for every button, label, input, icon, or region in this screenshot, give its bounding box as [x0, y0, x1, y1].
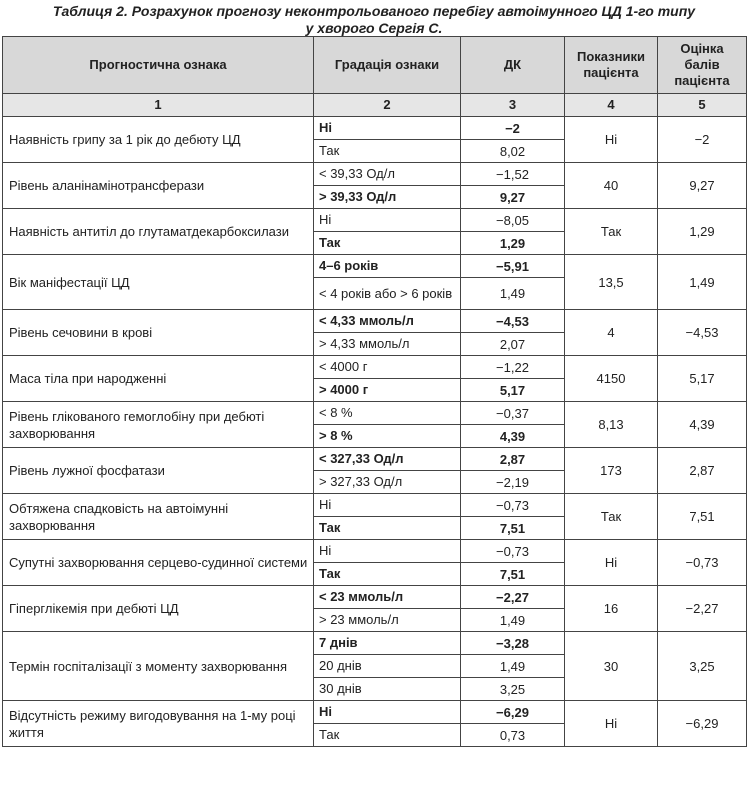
gradation-label: > 39,33 Од/л: [314, 186, 461, 209]
patient-value: 16: [565, 586, 658, 632]
dk-value: 4,39: [461, 425, 565, 448]
dk-value: −8,05: [461, 209, 565, 232]
dk-value: −0,37: [461, 402, 565, 425]
header-gradation: Градація ознаки: [314, 37, 461, 94]
table-row: [3, 310, 747, 333]
gradation-label: Так: [314, 724, 461, 747]
gradation-label: Ні: [314, 494, 461, 517]
gradation-label: < 4 років або > 6 років: [314, 278, 461, 310]
table-row: [3, 117, 747, 140]
table-row: [3, 540, 747, 563]
patient-value: 40: [565, 163, 658, 209]
patient-value: 8,13: [565, 402, 658, 448]
column-number: 4: [565, 94, 658, 117]
patient-value: 4: [565, 310, 658, 356]
caption-line-2: у хворого Сергія С.: [305, 20, 443, 36]
prognostic-sign: Наявність грипу за 1 рік до дебюту ЦД: [3, 117, 314, 163]
gradation-label: > 23 ммоль/л: [314, 609, 461, 632]
gradation-label: < 327,33 Од/л: [314, 448, 461, 471]
header-patient-values: Показники пацієнта: [565, 37, 658, 94]
gradation-label: Ні: [314, 540, 461, 563]
patient-value: Так: [565, 209, 658, 255]
patient-score: 7,51: [658, 494, 747, 540]
header-dk: ДК: [461, 37, 565, 94]
prognostic-sign: Рівень глікованого гемоглобіну при дебюті захворювання: [3, 402, 314, 448]
table-row: [3, 632, 747, 655]
gradation-label: Так: [314, 517, 461, 540]
prognostic-sign: Відсутність режиму вигодовування на 1-му році життя: [3, 701, 314, 747]
prognostic-sign: Гіперглікемія при дебюті ЦД: [3, 586, 314, 632]
patient-value: 173: [565, 448, 658, 494]
gradation-label: < 4,33 ммоль/л: [314, 310, 461, 333]
prognostic-sign: Рівень аланінамінотрансферази: [3, 163, 314, 209]
prognostic-sign: Рівень сечовини в крові: [3, 310, 314, 356]
table-row: [3, 402, 747, 425]
gradation-label: 30 днів: [314, 678, 461, 701]
patient-score: 4,39: [658, 402, 747, 448]
prognostic-sign: Обтяжена спадковість на автоімунні захворювання: [3, 494, 314, 540]
patient-value: Ні: [565, 540, 658, 586]
table-body: [3, 117, 747, 747]
table-row: [3, 701, 747, 724]
dk-value: 1,49: [461, 655, 565, 678]
dk-value: 1,29: [461, 232, 565, 255]
gradation-label: > 4,33 ммоль/л: [314, 333, 461, 356]
gradation-label: Так: [314, 232, 461, 255]
gradation-label: 7 днів: [314, 632, 461, 655]
patient-value: Ні: [565, 117, 658, 163]
dk-value: −0,73: [461, 540, 565, 563]
dk-value: 7,51: [461, 563, 565, 586]
gradation-label: 20 днів: [314, 655, 461, 678]
patient-score: 3,25: [658, 632, 747, 701]
dk-value: −2,27: [461, 586, 565, 609]
dk-value: 2,07: [461, 333, 565, 356]
gradation-label: > 4000 г: [314, 379, 461, 402]
table-row: [3, 163, 747, 186]
table-row: [3, 586, 747, 609]
header-sign: Прогностична ознака: [3, 37, 314, 94]
table-row: [3, 494, 747, 517]
header-row: [3, 37, 747, 94]
gradation-label: < 23 ммоль/л: [314, 586, 461, 609]
gradation-label: Ні: [314, 209, 461, 232]
gradation-label: Ні: [314, 117, 461, 140]
dk-value: −3,28: [461, 632, 565, 655]
dk-value: 7,51: [461, 517, 565, 540]
dk-value: −2,19: [461, 471, 565, 494]
dk-value: −6,29: [461, 701, 565, 724]
prognostic-sign: Рівень лужної фосфатази: [3, 448, 314, 494]
dk-value: 9,27: [461, 186, 565, 209]
prognostic-sign: Маса тіла при народженні: [3, 356, 314, 402]
dk-value: 0,73: [461, 724, 565, 747]
patient-value: 13,5: [565, 255, 658, 310]
table-row: [3, 448, 747, 471]
prognostic-sign: Термін госпіталізації з моменту захворювання: [3, 632, 314, 701]
patient-score: 2,87: [658, 448, 747, 494]
prognostic-sign: Вік маніфестації ЦД: [3, 255, 314, 310]
header-patient-score: Оцінка балів пацієнта: [658, 37, 747, 94]
dk-value: 1,49: [461, 278, 565, 310]
gradation-label: > 327,33 Од/л: [314, 471, 461, 494]
table-row: [3, 209, 747, 232]
gradation-label: Ні: [314, 701, 461, 724]
table-row: [3, 255, 747, 278]
prognosis-table: [2, 36, 747, 747]
caption-line-1: Таблиця 2. Розрахунок прогнозу неконтрольованого перебігу автоімунного ЦД 1-го типу: [52, 3, 696, 19]
gradation-label: < 39,33 Од/л: [314, 163, 461, 186]
dk-value: 3,25: [461, 678, 565, 701]
gradation-label: Так: [314, 140, 461, 163]
patient-score: 1,49: [658, 255, 747, 310]
dk-value: 8,02: [461, 140, 565, 163]
patient-score: −4,53: [658, 310, 747, 356]
patient-value: Ні: [565, 701, 658, 747]
dk-value: −5,91: [461, 255, 565, 278]
patient-value: Так: [565, 494, 658, 540]
patient-value: 30: [565, 632, 658, 701]
column-number: 2: [314, 94, 461, 117]
dk-value: −1,22: [461, 356, 565, 379]
gradation-label: 4–6 років: [314, 255, 461, 278]
dk-value: −1,52: [461, 163, 565, 186]
gradation-label: < 4000 г: [314, 356, 461, 379]
patient-score: −2,27: [658, 586, 747, 632]
column-number: 1: [3, 94, 314, 117]
gradation-label: < 8 %: [314, 402, 461, 425]
patient-score: 5,17: [658, 356, 747, 402]
column-number: 5: [658, 94, 747, 117]
column-number-row: [3, 94, 747, 117]
dk-value: 5,17: [461, 379, 565, 402]
patient-value: 4150: [565, 356, 658, 402]
dk-value: −4,53: [461, 310, 565, 333]
patient-score: 1,29: [658, 209, 747, 255]
dk-value: 1,49: [461, 609, 565, 632]
gradation-label: Так: [314, 563, 461, 586]
patient-score: 9,27: [658, 163, 747, 209]
dk-value: −0,73: [461, 494, 565, 517]
dk-value: −2: [461, 117, 565, 140]
dk-value: 2,87: [461, 448, 565, 471]
patient-score: −0,73: [658, 540, 747, 586]
patient-score: −2: [658, 117, 747, 163]
prognostic-sign: Наявність антитіл до глутаматдекарбоксилази: [3, 209, 314, 255]
column-number: 3: [461, 94, 565, 117]
table-caption: [0, 0, 748, 36]
gradation-label: > 8 %: [314, 425, 461, 448]
patient-score: −6,29: [658, 701, 747, 747]
prognostic-sign: Супутні захворювання серцево-судинної системи: [3, 540, 314, 586]
table-row: [3, 356, 747, 379]
